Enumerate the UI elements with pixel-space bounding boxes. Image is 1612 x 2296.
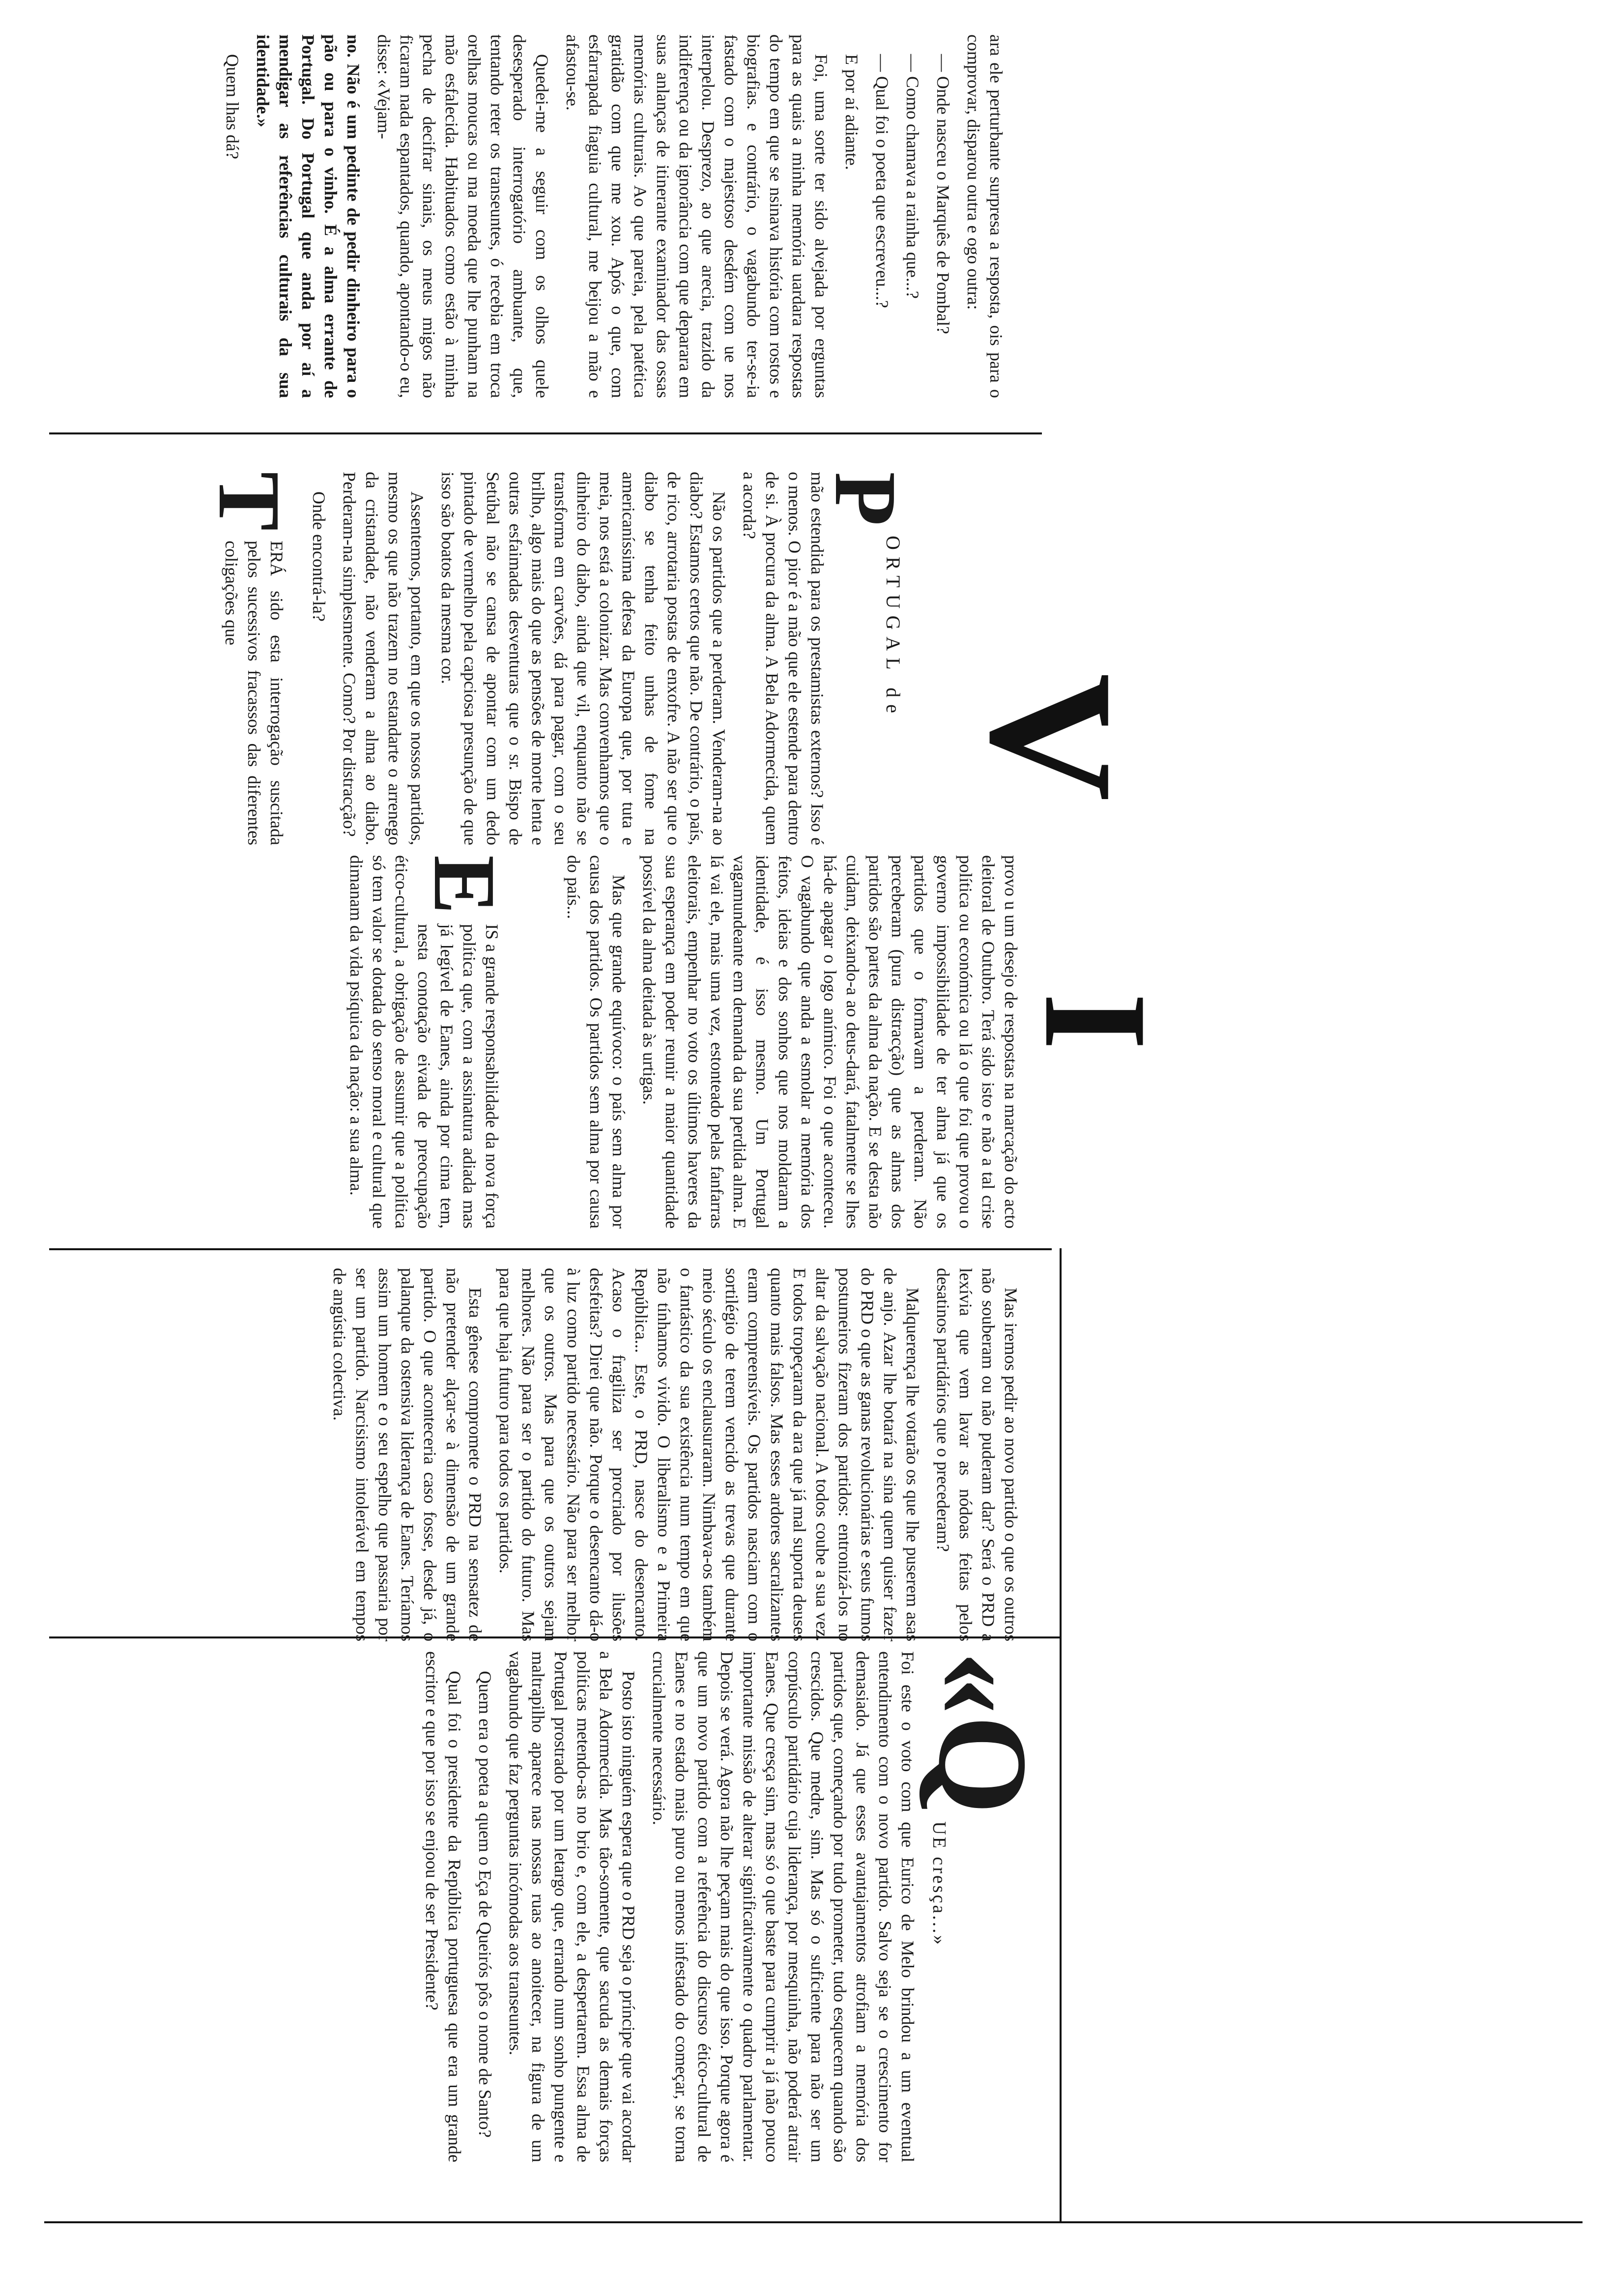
paragraph: — Onde nasceu o Marquês de Pombal? <box>933 54 953 334</box>
headline-fragment: I <box>1014 993 1178 1050</box>
paragraph: IS a grande responsabilidade da nova força política que, com a assinatura adiada mas já legível de Eanes, ainda por cima tem, nesta conotação eivada de preocupação ético-cultural, a obrigação de assumir que a política só tem valor se dotada do senso moral e cultural que dimanam da vida psíquica da nação: a sua alma. <box>346 855 502 1229</box>
paragraph: Posto isto ninguém espera que o PRD seja o príncipe que vai acordar a Bela Adormecida. Mas tão-somente, que sacuda as demais forças políticas metendo-as no brio e, com ele, a despertarem. Essa alma de Portugal prostrado por um letargo que, errando num sonho pungente e maltrapilho aparece nas nossas ruas ao anoitecer, na figura de um vagabundo que faz perguntas incómodas aos transeuntes. <box>506 1651 638 2162</box>
opening-words: UE cresça...» <box>929 1821 950 1947</box>
paragraph: Quem lhas dá? <box>223 54 242 159</box>
paragraph: Esta gênese compromete o PRD na sensatez de não pretender alçar-se à dimensão de um grande partido. O que aconteceria caso fosse, desde já, o palanque da ostensiva liderança de Eanes. Teríamos assim um homem e o seu espelho que passaria por ser um partido. Narcisismo intolerável em tempos de angústia colectiva. <box>330 1268 485 1641</box>
bold-quote: no. Não é um pedinte de pedir dinheiro para o pão ou para o vinho. É a alma errante de Portugal. Do Portugal que anda por aí a mendigar as referências culturais da sua identidade.» <box>253 34 363 398</box>
paragraph: ara ele perturbante surpresa a resposta, ois para o comprovar, disparou outra e ogo outra: <box>964 34 1006 398</box>
box-rule <box>44 2221 1583 2223</box>
paragraph: Foi, uma sorte ter sido alvejada por erguntas para as quais a minha memória uardara respostas do tempo em que se nsinava história com rostos e biografias. e contrário, o vagabundo ter-se-ia fastado com o majestoso desdém com ue nos interpelou. Desprezo, ao que arecia, trazido da indiferença ou da ignorância com que deparara em suas anlanças de itinerante examinador das ossas memórias culturais. Ao que pareia, pela patética gratidão com que me xou. Após o que, com esfarrapada fiaguia cultural, me beijou a mão e afastou-se. <box>563 34 831 398</box>
drop-cap: E <box>416 855 514 915</box>
article-column-1 <box>74 34 1008 398</box>
drop-cap: «Q <box>912 1651 1054 1815</box>
paragraph: E por aí adiante. <box>842 54 862 170</box>
drop-cap: P <box>817 472 915 526</box>
paragraph: Foi este o voto com que Eurico de Melo brindou a um eventual entendimento com o novo partido. Salvo seja se o crescimento for demasiado. Já que esses avantajamentos atrofiam a memória dos partidos que, começando por tudo prometer, tudo esquecem quando são crescidos. Que medre, sim. Mas só o suficiente para não ser um corpúsculo partidário cuja liderança, por mesquinha, não poderá atrair Eanes. Que cresça sim, mas só o que baste para cumprir a já não pouco importante missão de alterar significativamente o quadro parlamentar. Depois se verá. Agora não lhe peçam mais do que isso. Porque agora é que um novo partido com a referência do discurso ético-cultural de Eanes e no estado mais puro ou menos infestado do começar, se torna crucialmente necessário. <box>649 1651 918 2162</box>
paragraph: Não os partidos que a perderam. Venderam-na ao diabo? Estamos certos que não. De contrário, o país, de rico, arrotaria postas de enxofre. A não ser que o diabo se tenha feito unhas de fome na americaníssima defesa da Europa que, por tuta e meia, nos está a colonizar. Mas convenhamos que o dinheiro do diabo, ainda que vil, enquanto não se transforma em carvões, dá para pagar, com o seu brilho, algo mais do que as pensões de morte lenta e outras esfaimadas desventuras que o sr. Bispo de Setúbal não se cansa de apontar com um dedo pintado de vermelho pela capciosa presunção de que isso são boatos da mesma cor. <box>438 472 729 845</box>
paragraph: Qual foi o presidente da República portuguesa que era um grande escritor e que por isso se enjoou de ser Presidente? <box>422 1651 464 2162</box>
paragraph: ERÁ sido esta interrogação suscitada pelos sucessivos fracassos das diferentes coligações que <box>222 541 287 845</box>
headline-fragment: V <box>954 673 1150 801</box>
paragraph: Onde encontrá-la? <box>309 491 329 622</box>
article-column-4 <box>88 1268 1022 1641</box>
paragraph: Assentemos, portanto, em que os nossos partidos, mesmo os que não trazem no estandarte o arrenego da cristandade, não venderam a alma ao diabo. Perderam-na simplesmente. Como? Por distracção? <box>340 472 427 845</box>
column-rule <box>49 1248 1052 1250</box>
paragraph: — Qual foi o poeta que escreveu...? <box>872 54 892 308</box>
paragraph: provo u um desejo de respostas na marcação do acto eleitoral de Outubro. Terá sido isto e não a tal crise política ou económica ou lá o que foi que provou o governo impossibilidade de ter alma já que os partidos que o formavam a perderam. Não perceberam (pura distracção) que as almas dos partidos são partes da alma da nação. E se desta não cuidam, deixando-a ao deus-dará, fatalmente se lhes há-de apagar o logo anímico. Foi o que aconteceu. O vagabundo que anda a esmolar a memória dos feitos, ideias e dos sonhos que nos moldaram a identidade, é isso mesmo. Um Portugal vagamundeante em demanda da sua perdida alma. E lá vai ele, mais uma vez, estonteado pelas fanfarras eleitorais, empenhar no voto os últimos haveres da sua esperança em poder reunir a maior quantidade possível da alma deitada às urtigas. <box>639 855 1021 1229</box>
paragraph: mão estendida para os prestamistas externos? Isso é o menos. O pior é a mão que ele estende para dentro de si. À procura da alma. A Bela Adormecida, quem a acorda? <box>740 472 827 845</box>
drop-cap: T <box>201 472 298 531</box>
paragraph: Mas iremos pedir ao novo partido o que os outros não souberam ou não puderam dar? Será o PRD a lexívia que vem lavar as nódoas feitas pelos desatinos partidários que o precederam? <box>933 1268 1021 1641</box>
paragraph: Malquerença lhe votarão os que lhe puserem asas de anjo. Azar lhe botará na sina quem quiser fazer do PRD o que as ganas revolucionárias e seus fumos postumeiros fizeram dos partidos: entronizá-los no altar da salvação nacional. A todos coube a sua vez. E todos tropeçaram da ara que já mal suporta deuses quanto mais falsos. Mas esses ardores sacralizantes eram compreensíveis. Os partidos nasciam com o sortilégio de terem vencido as trevas que durante meio século os enclausuraram. Nimbava-os também o fantástico da sua existência num tempo em que não tínhamos vivido. O liberalismo e a Primeira República... Este, o PRD, nasce do desencanto. Acaso o fragiliza ser procriado por ilusões desfeitas? Direi que não. Porque o desencanto dá-o à luz como partido necessário. Não para ser melhor que os outros. Mas para que os outros sejam melhores. Não para ser o partido do futuro. Mas para que haja futuro para todos os partidos. <box>496 1268 922 1641</box>
paragraph: Mas que grande equívoco: o país sem alma por causa dos partidos. Os partidos sem alma por causa do país... <box>564 855 629 1229</box>
paragraph: — Como chamava a rainha que...? <box>903 54 922 299</box>
opening-words: ORTUGAL de <box>882 535 904 720</box>
column-rule <box>49 432 1042 434</box>
article-column-2 <box>69 472 915 845</box>
box-rule <box>1060 1248 1062 2221</box>
paragraph: Quem era o poeta a quem o Eça de Queirós pôs o nome de Santo? <box>475 1671 495 2138</box>
article-column-5 <box>49 1651 1054 2162</box>
section-opening <box>912 1651 1054 2162</box>
article-column-3 <box>88 855 1022 1229</box>
paragraph: Quedei-me a seguir com os olhos quele desesperado interrogatório ambuante, que, tentando reter os transeuntes, ó recebia em troca orelhas moucas ou ma moeda que lhe punham na mão esfalecida. Habituados como estão à minha pecha de decifrar sinais, os meus migos não ficaram nada espantados, quando, apontando-o eu, disse: «Vejam- <box>374 34 552 398</box>
